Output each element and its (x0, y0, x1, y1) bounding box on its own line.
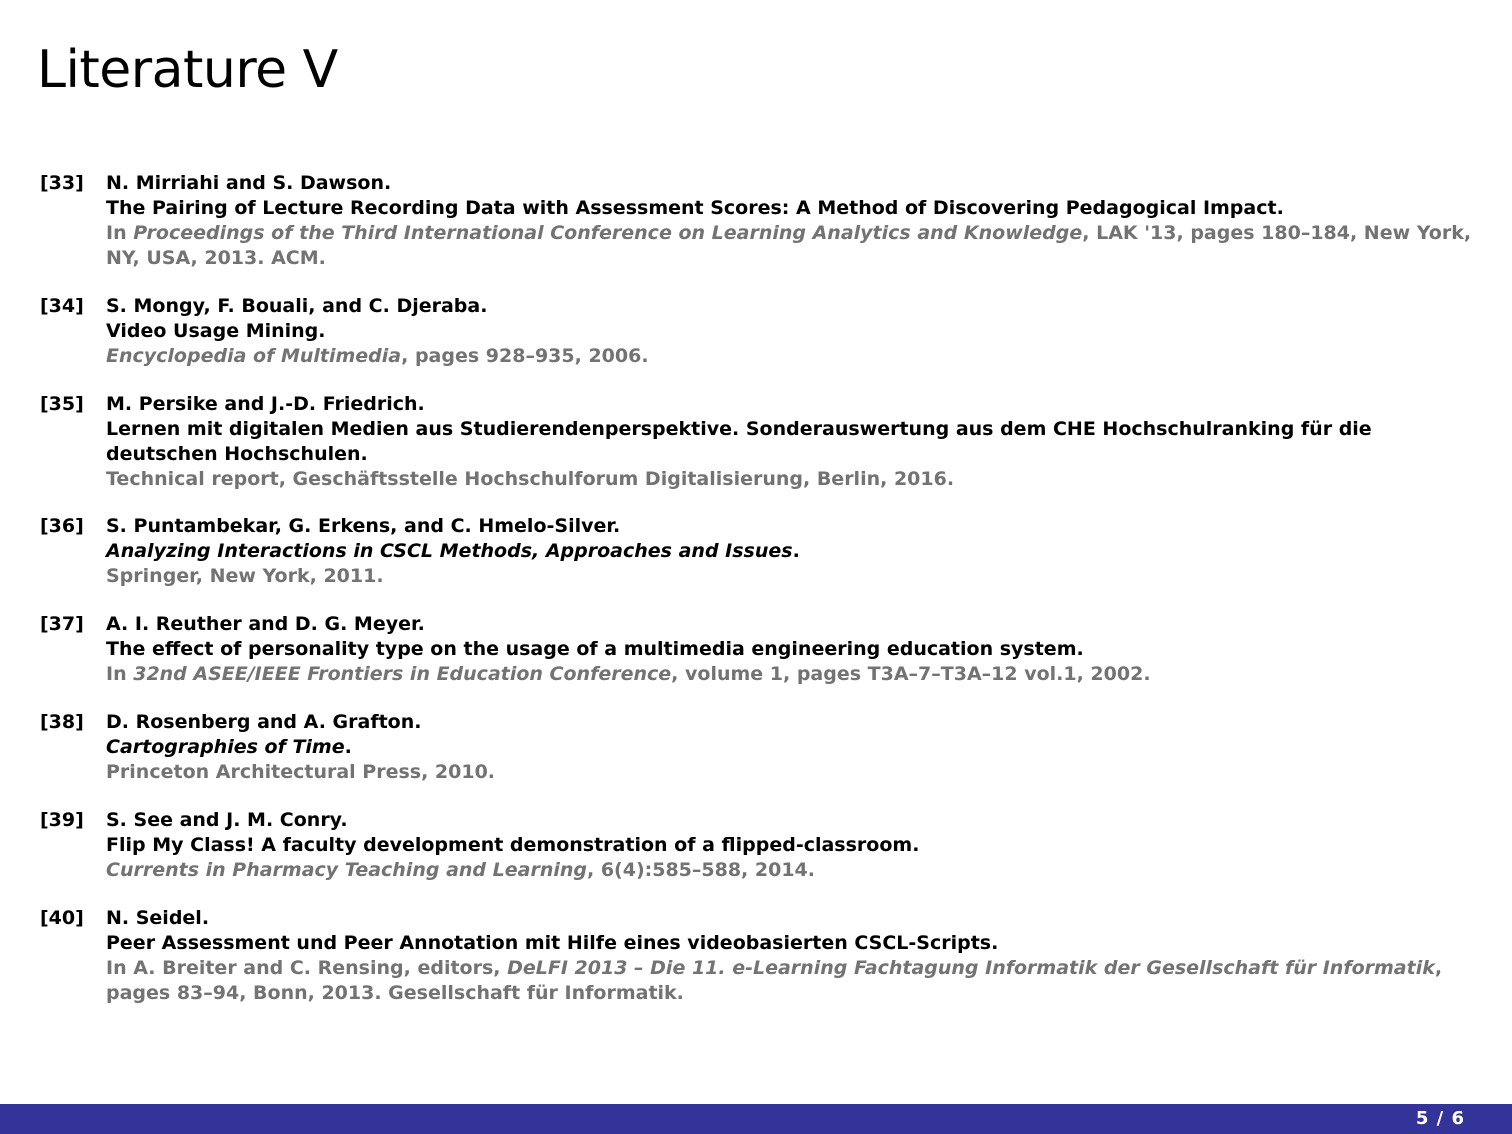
reference-publication (106, 467, 1480, 492)
reference-publication (106, 956, 1480, 1006)
reference-publication (106, 858, 1480, 883)
reference-title (106, 417, 1480, 467)
reference-publication-segment: Encyclopedia of Multimedia (106, 345, 402, 367)
reference-title-segment: Lernen mit digitalen Medien aus Studierendenperspektive. Sonderauswertung aus dem CHE Hochschulranking für die deutschen Hochschulen. (106, 418, 1372, 465)
reference-publication (106, 662, 1480, 687)
reference-entry (40, 612, 1480, 687)
reference-number: [34] (40, 295, 84, 317)
reference-title-segment: Flip My Class! A faculty development demonstration of a flipped-classroom. (106, 834, 920, 856)
reference-publication-segment: Springer, New York, 2011. (106, 565, 384, 587)
reference-publication-segment: , pages 83–94, Bonn, 2013. Gesellschaft für Informatik. (106, 957, 1443, 1004)
reference-number: [37] (40, 613, 84, 635)
reference-title (106, 196, 1480, 221)
reference-title (106, 637, 1480, 662)
reference-title-segment: The effect of personality type on the usage of a multimedia engineering education system. (106, 638, 1084, 660)
reference-title (106, 539, 1480, 564)
reference-publication (106, 344, 1480, 369)
reference-publication-segment: Currents in Pharmacy Teaching and Learning (106, 859, 587, 881)
reference-publication-segment: , 6(4):585–588, 2014. (586, 859, 815, 881)
reference-title-segment: Cartographies of Time (106, 736, 345, 758)
reference-entry (40, 710, 1480, 785)
reference-publication-segment: , pages 928–935, 2006. (401, 345, 649, 367)
reference-publication-segment: In A. Breiter and C. Rensing, editors, (106, 957, 508, 979)
reference-number: [35] (40, 393, 84, 415)
reference-number: [33] (40, 172, 84, 194)
reference-authors: N. Seidel. (106, 907, 210, 929)
reference-body (106, 808, 1480, 883)
reference-title (106, 735, 1480, 760)
reference-number: [38] (40, 711, 84, 733)
reference-body (106, 710, 1480, 785)
page-indicator: 5 / 6 (1415, 1108, 1465, 1129)
reference-number: [40] (40, 907, 84, 929)
reference-publication (106, 221, 1480, 271)
reference-body (106, 294, 1480, 369)
reference-entry (40, 906, 1480, 1006)
reference-body (106, 392, 1480, 492)
reference-publication-segment: DeLFI 2013 – Die 11. e-Learning Fachtagung Informatik der Gesellschaft für Informatik (507, 957, 1435, 979)
reference-publication-segment: Technical report, Geschäftsstelle Hochschulforum Digitalisierung, Berlin, 2016. (106, 468, 955, 490)
reference-publication-segment: Princeton Architectural Press, 2010. (106, 761, 496, 783)
reference-authors: S. Puntambekar, G. Erkens, and C. Hmelo-Silver. (106, 515, 621, 537)
reference-authors: S. Mongy, F. Bouali, and C. Djeraba. (106, 295, 488, 317)
reference-publication-segment: 32nd ASEE/IEEE Frontiers in Education Conference (133, 663, 672, 685)
reference-title-segment: . (792, 540, 800, 562)
reference-authors: N. Mirriahi and S. Dawson. (106, 172, 392, 194)
reference-number: [36] (40, 515, 84, 537)
reference-publication (106, 760, 1480, 785)
reference-title-segment: Peer Assessment und Peer Annotation mit Hilfe eines videobasierten CSCL-Scripts. (106, 932, 999, 954)
reference-publication-segment: , LAK '13, pages 180–184, New York, NY, USA, 2013. ACM. (106, 222, 1472, 269)
reference-body (106, 514, 1480, 589)
reference-entry (40, 514, 1480, 589)
reference-number: [39] (40, 809, 84, 831)
reference-publication-segment: , volume 1, pages T3A–7–T3A–12 vol.1, 2002. (671, 663, 1151, 685)
reference-body (106, 612, 1480, 687)
reference-authors: S. See and J. M. Conry. (106, 809, 348, 831)
reference-body (106, 906, 1480, 1006)
reference-title-segment: The Pairing of Lecture Recording Data with Assessment Scores: A Method of Discovering Pedagogical Impact. (106, 197, 1284, 219)
reference-publication-segment: In (106, 222, 134, 244)
reference-authors: D. Rosenberg and A. Grafton. (106, 711, 422, 733)
reference-body (106, 171, 1480, 271)
reference-authors: M. Persike and J.-D. Friedrich. (106, 393, 425, 415)
reference-publication (106, 564, 1480, 589)
reference-list (40, 171, 1480, 1029)
reference-publication-segment: In (106, 663, 134, 685)
reference-authors: A. I. Reuther and D. G. Meyer. (106, 613, 425, 635)
reference-entry (40, 171, 1480, 271)
reference-entry (40, 392, 1480, 492)
reference-title (106, 319, 1480, 344)
reference-entry (40, 294, 1480, 369)
reference-title-segment: . (344, 736, 352, 758)
reference-title (106, 931, 1480, 956)
slide-title: Literature V (37, 40, 338, 100)
reference-entry (40, 808, 1480, 883)
footer-bar (0, 1104, 1512, 1134)
reference-title (106, 833, 1480, 858)
reference-publication-segment: Proceedings of the Third International Conference on Learning Analytics and Knowledge (133, 222, 1083, 244)
reference-title-segment: Video Usage Mining. (106, 320, 326, 342)
reference-title-segment: Analyzing Interactions in CSCL Methods, Approaches and Issues (106, 540, 793, 562)
